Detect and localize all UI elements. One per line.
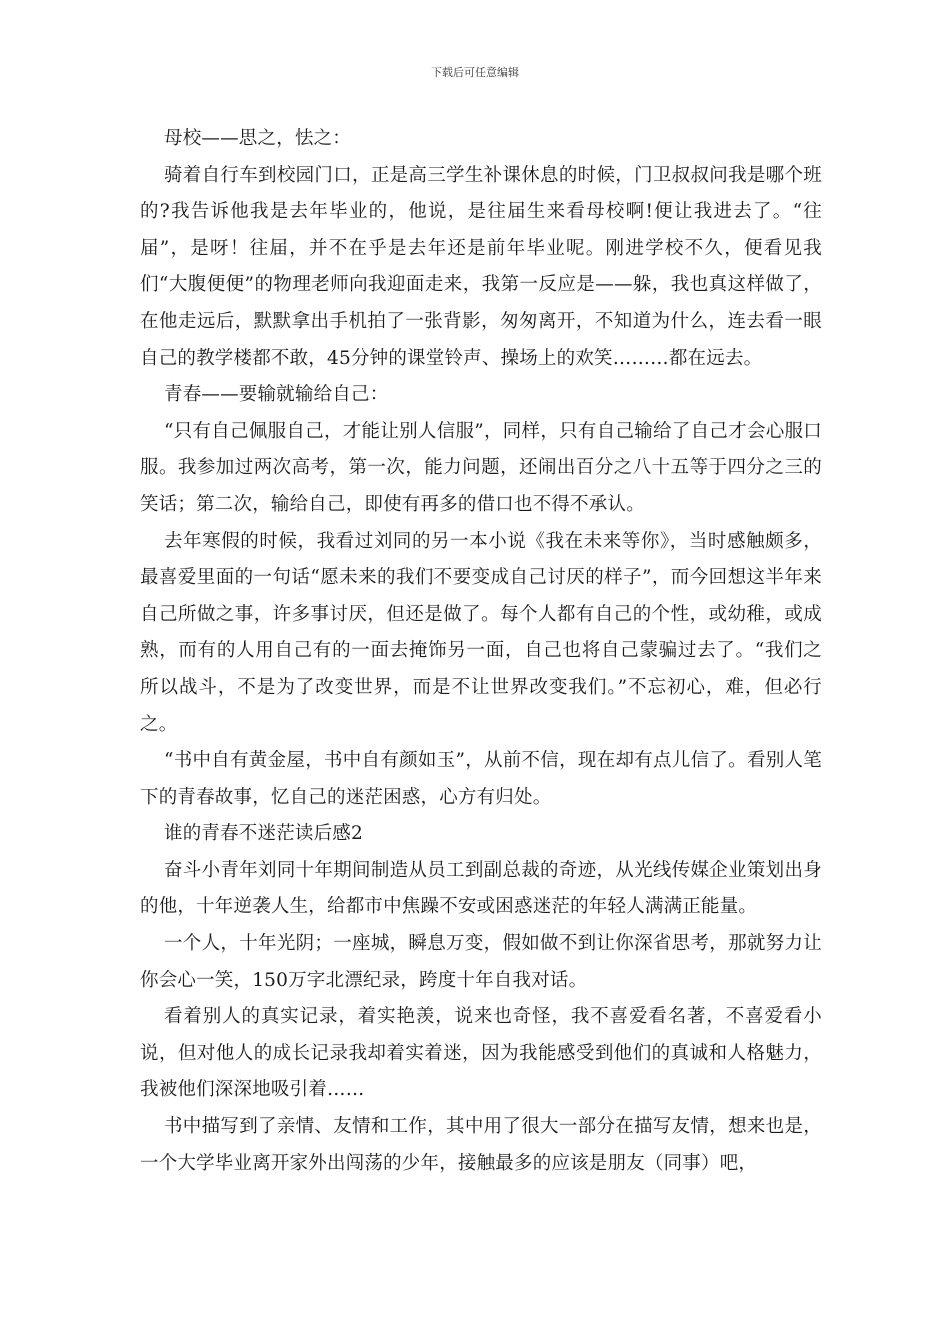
section-title: 谁的青春不迷茫读后感2 — [164, 823, 363, 845]
paragraph: 一个人，十年光阴；一座城，瞬息万变，假如做不到让你深省思考，那就努力让你会心一笑，150万字北漂纪录，跨度十年自我对话。 — [140, 933, 822, 991]
paragraph: 看着别人的真实记录，着实艳羡，说来也奇怪，我不喜爱看名著，不喜爱看小说，但对他人的成长记录我却着实着迷，因为我能感受到他们的真诚和人格魅力，我被他们深深地吸引着…… — [140, 1006, 822, 1101]
paragraph: “书中自有黄金屋，书中自有颜如玉”，从前不信，现在却有点儿信了。看别人笔下的青春故事，忆自己的迷茫困惑，心方有归处。 — [140, 750, 822, 808]
paragraph: 奋斗小青年刘同十年期间制造从员工到副总裁的奇迹，从光线传媒企业策划出身的他，十年逆袭人生，给都市中焦躁不安或困惑迷茫的年轻人满满正能量。 — [140, 859, 822, 918]
paragraph: 骑着自行车到校园门口，正是高三学生补课休息的时候，门卫叔叔问我是哪个班的?我告诉他我是去年毕业的，他说，是往届生来看母校啊!便让我进去了。“往届”，是呀！往届，并不在乎是去年还是前年毕业呢。刚进学校不久，便看见我们“大腹便便”的物理老师向我迎面走来，我第一反应是——躲，我也真这样做了，在他走远后，默默拿出手机拍了一张背影，匆匆离开，不知道为什么，连去看一眼自己的教学楼都不敢，45分钟的课堂铃声、操场上的欢笑………都在远去。 — [140, 164, 822, 369]
paragraph-heading-youth: 青春——要输就输给自己： — [164, 384, 389, 406]
paragraph: 书中描写到了亲情、友情和工作，其中用了很大一部分在描写友情，想来也是，一个大学毕业离开家外出闯荡的少年，接触最多的应该是朋友（同事）吧， — [140, 1116, 822, 1174]
paragraph: 去年寒假的时候，我看过刘同的另一本小说《我在未来等你》，当时感触颇多，最喜爱里面的一句话“愿未来的我们不要变成自己讨厌的样子”，而今回想这半年来自己所做之事，许多事讨厌，但还是做了。每个人都有自己的个性，或幼稚，或成熟，而有的人用自己有的一面去掩饰另一面，自己也将自己蒙骗过去了。“我们之所以战斗，不是为了改变世界，而是不让世界改变我们。”不忘初心，难，但必行之。 — [140, 530, 822, 735]
paragraph-heading-alma-mater: 母校——思之，怯之： — [164, 128, 352, 149]
page-header: 下载后可任意编辑 — [431, 66, 519, 79]
paragraph: “只有自己佩服自己，才能让别人信服”，同样，只有自己输给了自己才会心服口服。我参加过两次高考，第一次，能力问题，还闹出百分之八十五等于四分之三的笑话；第二次，输给自己，即使有再多的借口也不得不承认。 — [140, 420, 822, 515]
document-body — [140, 121, 822, 1182]
